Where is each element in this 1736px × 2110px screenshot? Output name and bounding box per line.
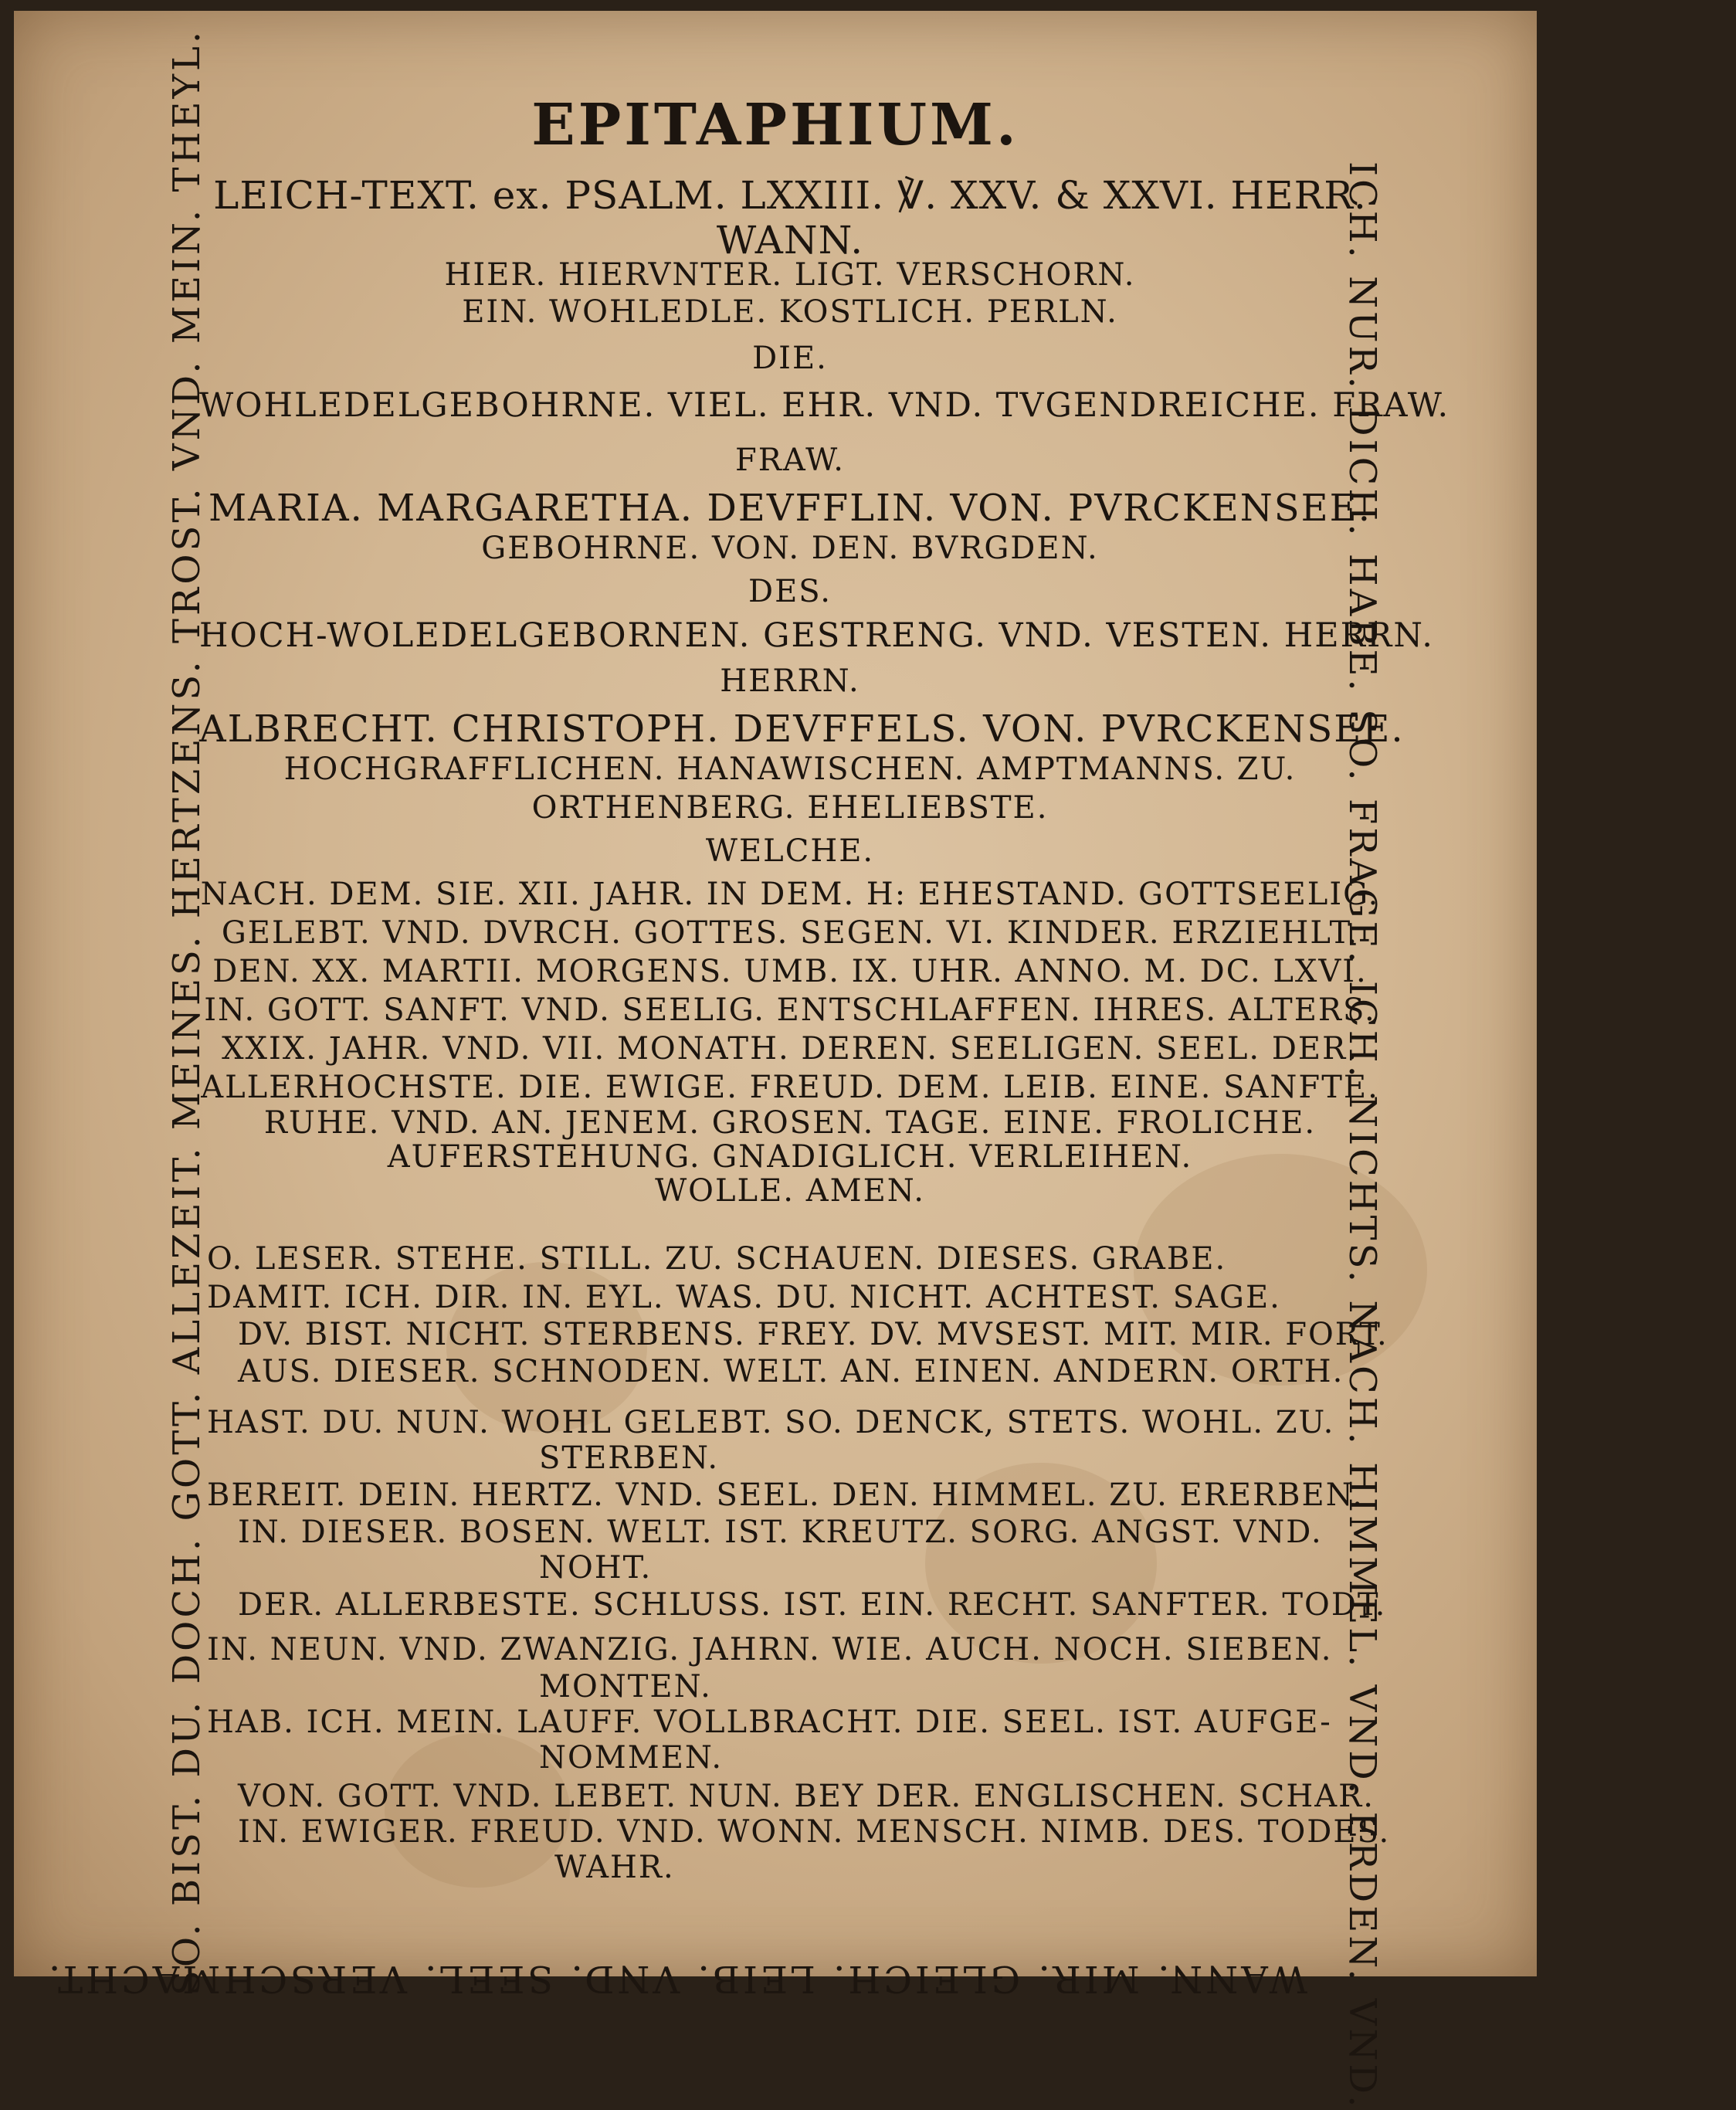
epitaph-line: AUFERSTEHUNG. GNADIGLICH. VERLEIHEN. [387, 1139, 1193, 1175]
epitaph-line: HIER. HIERVNTER. LIGT. VERSCHORN. [444, 257, 1136, 293]
poem-line: MONTEN. [539, 1669, 712, 1705]
epitaph-line: XXIX. JAHR. VND. VII. MONATH. DEREN. SEELIGEN. SEEL. DER. [222, 1031, 1358, 1067]
husband-name: ALBRECHT. CHRISTOPH. DEVFFELS. VON. PVRCKENSEE. [199, 707, 1405, 751]
funeral-text-reference: LEICH-TEXT. ex. PSALM. LXXIII. ℣. XXV. & XXVI. HERR. WANN. [213, 173, 1367, 263]
epitaph-line: GELEBT. VND. DVRCH. GOTTES. SEGEN. VI. KINDER. ERZIEHLT. [221, 915, 1359, 951]
bottom-border-text: WANN. MIR. GLEICH. LEIB. VND. SEEL. VERSCHMACHT. [45, 1957, 1307, 2000]
epitaph-line: ORTHENBERG. EHELIEBSTE. [531, 790, 1049, 826]
deceased-name: MARIA. MARGARETHA. DEVFFLIN. VON. PVRCKENSEE. [209, 487, 1372, 530]
poem-line: O. LESER. STEHE. STILL. ZU. SCHAUEN. DIESES. GRABE. [207, 1241, 1227, 1277]
poem-line: IN. EWIGER. FREUD. VND. WONN. MENSCH. NIMB. DES. TODES. [238, 1814, 1391, 1850]
epitaph-line: HERRN. [720, 663, 860, 699]
poem-line: BEREIT. DEIN. HERTZ. VND. SEEL. DEN. HIMMEL. ZU. ERERBEN. [207, 1477, 1364, 1513]
page-title: EPITAPHIUM. [531, 92, 1019, 158]
poem-line: IN. NEUN. VND. ZWANZIG. JAHRN. WIE. AUCH. NOCH. SIEBEN. [207, 1632, 1333, 1667]
right-border-text: ICH. NUR. DICH. HABE. SO. FRAGE. ICH. NICHTS. NACH. HIMMEL. VND. ERDEN. VND. [1341, 161, 1384, 2110]
epitaph-line: GEBOHRNE. VON. DEN. BVRGDEN. [481, 531, 1099, 566]
poem-line: DV. BIST. NICHT. STERBENS. FREY. DV. MVSEST. MIT. MIR. FORT. [238, 1317, 1388, 1352]
epitaph-line: HOCHGRAFFLICHEN. HANAWISCHEN. AMPTMANNS. ZU. [283, 751, 1297, 787]
epitaph-line: ALLERHOCHSTE. DIE. EWIGE. FREUD. DEM. LEIB. EINE. SANFTE. [201, 1070, 1379, 1105]
epitaph-line: HOCH-WOLEDELGEBORNEN. GESTRENG. VND. VESTEN. HERRN. [199, 616, 1434, 655]
poem-line: NOMMEN. [539, 1740, 724, 1776]
epitaph-line: RUHE. VND. AN. JENEM. GROSEN. TAGE. EINE. FROLICHE. [263, 1105, 1317, 1141]
left-border-text: SO. BIST. DU. DOCH. GOTT. ALLEZEIT. MEINES. HERTZENS. TROST. VND. MEIN. THEYL. [165, 28, 209, 1996]
poem-line: DAMIT. ICH. DIR. IN. EYL. WAS. DU. NICHT. ACHTEST. SAGE. [207, 1280, 1281, 1315]
epitaph-line: WOHLEDELGEBOHRNE. VIEL. EHR. VND. TVGENDREICHE. FRAW. [199, 386, 1450, 425]
poem-line: AUS. DIESER. SCHNODEN. WELT. AN. EINEN. ANDERN. ORTH. [238, 1354, 1344, 1389]
epitaph-line: EIN. WOHLEDLE. KOSTLICH. PERLN. [462, 294, 1118, 330]
epitaph-line: IN. GOTT. SANFT. VND. SEELIG. ENTSCHLAFFEN. IHRES. ALTERS. [204, 992, 1376, 1028]
epitaph-line: WELCHE. [705, 833, 875, 869]
poem-line: WAHR. [554, 1850, 675, 1885]
epitaph-line: DEN. XX. MARTII. MORGENS. UMB. IX. UHR. ANNO. M. DC. LXVI. [212, 954, 1368, 989]
document-page [14, 11, 1537, 2110]
poem-line: STERBEN. [539, 1440, 720, 1476]
poem-line: HAB. ICH. MEIN. LAUFF. VOLLBRACHT. DIE. SEEL. IST. AUFGE- [207, 1705, 1332, 1740]
epitaph-line: WOLLE. AMEN. [655, 1173, 925, 1209]
epitaph-line: NACH. DEM. SIE. XII. JAHR. IN DEM. H: EHESTAND. GOTTSEELIG. [200, 877, 1380, 912]
poem-line: IN. DIESER. BOSEN. WELT. IST. KREUTZ. SORG. ANGST. VND. [238, 1515, 1323, 1550]
poem-line: DER. ALLERBESTE. SCHLUSS. IST. EIN. RECHT. SANFTER. TODT. [238, 1587, 1387, 1623]
poem-line: HAST. DU. NUN. WOHL GELEBT. SO. DENCK, STETS. WOHL. ZU. [207, 1405, 1335, 1440]
epitaph-line: FRAW. [735, 443, 845, 478]
epitaph-line: DIE. [752, 341, 828, 376]
epitaph-line: DES. [748, 574, 832, 609]
poem-line: NOHT. [539, 1550, 653, 1586]
poem-line: VON. GOTT. VND. LEBET. NUN. BEY DER. ENGLISCHEN. SCHAR. [238, 1779, 1375, 1814]
